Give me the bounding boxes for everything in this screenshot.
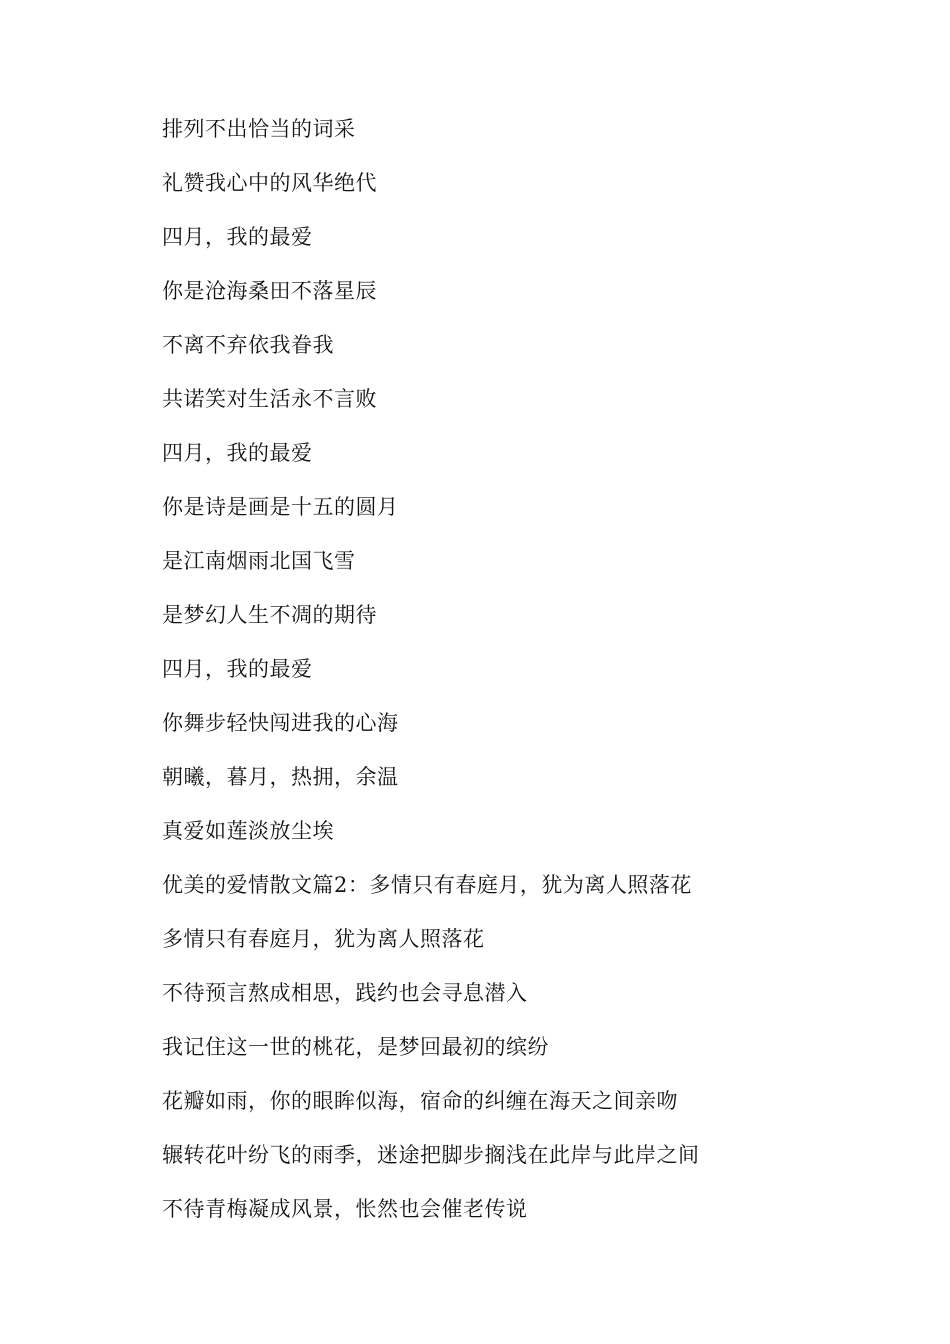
text-line: 不待预言熬成相思，践约也会寻息潜入 xyxy=(162,981,528,1005)
text-line: 不离不弃依我眷我 xyxy=(162,333,334,357)
text-line: 四月，我的最爱 xyxy=(162,441,313,465)
text-line: 四月，我的最爱 xyxy=(162,657,313,681)
text-line: 辗转花叶纷飞的雨季，迷途把脚步搁浅在此岸与此岸之间 xyxy=(162,1143,700,1167)
text-line: 你舞步轻快闯进我的心海 xyxy=(162,711,399,735)
text-line: 不待青梅凝成风景，怅然也会催老传说 xyxy=(162,1197,528,1221)
document-body xyxy=(162,114,882,1248)
text-line: 你是诗是画是十五的圆月 xyxy=(162,495,399,519)
text-line: 朝曦，暮月，热拥，余温 xyxy=(162,765,399,789)
text-line: 花瓣如雨，你的眼眸似海，宿命的纠缠在海天之间亲吻 xyxy=(162,1089,678,1113)
text-line: 是梦幻人生不凋的期待 xyxy=(162,603,377,627)
text-line: 礼赞我心中的风华绝代 xyxy=(162,171,377,195)
text-line: 多情只有春庭月，犹为离人照落花 xyxy=(162,927,485,951)
text-line: 我记住这一世的桃花，是梦回最初的缤纷 xyxy=(162,1035,549,1059)
text-line: 共诺笑对生活永不言败 xyxy=(162,387,377,411)
text-line: 你是沧海桑田不落星辰 xyxy=(162,279,377,303)
section-heading: 优美的爱情散文篇2：多情只有春庭月，犹为离人照落花 xyxy=(162,873,692,897)
text-line: 真爱如莲淡放尘埃 xyxy=(162,819,334,843)
text-line: 排列不出恰当的词采 xyxy=(162,117,356,141)
text-line: 是江南烟雨北国飞雪 xyxy=(162,549,356,573)
text-line: 四月，我的最爱 xyxy=(162,225,313,249)
